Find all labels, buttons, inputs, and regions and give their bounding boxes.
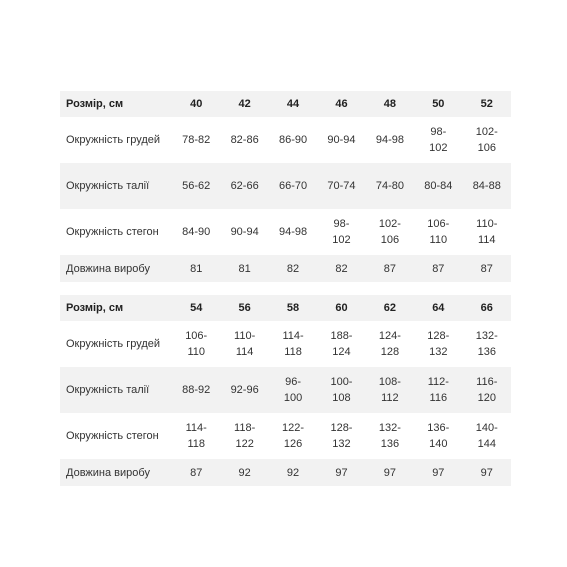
measurement-cell: 87 xyxy=(366,255,414,282)
measurement-cell: 124- 128 xyxy=(378,330,401,358)
measurement-cell: 62-66 xyxy=(220,163,268,209)
row-label: Окружність талії xyxy=(60,163,172,209)
measurement-cell: 81 xyxy=(172,255,220,282)
measurement-cell: 136- 140 xyxy=(427,422,450,450)
measurement-cell: 102- 106 xyxy=(378,218,401,246)
measurement-cell: 114- 118 xyxy=(282,330,304,358)
measurement-cell: 66-70 xyxy=(269,163,317,209)
measurement-cell: 106- 110 xyxy=(427,218,450,246)
hips-row xyxy=(60,413,511,459)
measurement-cell: 128- 132 xyxy=(330,422,353,450)
measurement-cell: 87 xyxy=(172,459,220,486)
measurement-cell: 97 xyxy=(317,459,365,486)
measurement-cell: 92 xyxy=(269,459,317,486)
size-header-cell: 42 xyxy=(220,91,268,117)
row-label: Окружність стегон xyxy=(66,430,159,442)
row-label: Окружність стегон xyxy=(66,226,159,238)
measurement-cell: 140- 144 xyxy=(475,422,498,450)
measurement-cell: 108- 112 xyxy=(366,367,414,413)
size-header-row xyxy=(60,295,511,321)
size-header-cell: 50 xyxy=(414,91,462,117)
waist-row xyxy=(60,367,511,413)
row-label: Окружність грудей xyxy=(66,338,161,350)
measurement-cell: 84-90 xyxy=(182,226,211,238)
measurement-cell: 92 xyxy=(220,459,268,486)
measurement-cell: 94-98 xyxy=(278,226,308,238)
measurement-cell: 82 xyxy=(317,255,365,282)
size-header-cell: 54 xyxy=(172,295,220,321)
chest-row xyxy=(60,321,511,367)
measurement-cell: 56-62 xyxy=(172,163,220,209)
size-header-cell: 44 xyxy=(269,91,317,117)
size-table-2 xyxy=(60,295,511,486)
size-header-cell: 60 xyxy=(317,295,365,321)
measurement-cell: 84-88 xyxy=(463,163,511,209)
hips-row xyxy=(60,209,511,255)
size-header-cell: 66 xyxy=(463,295,511,321)
measurement-cell: 88-92 xyxy=(172,367,220,413)
measurement-cell: 92-96 xyxy=(220,367,268,413)
row-label: Окружність талії xyxy=(60,367,172,413)
measurement-cell: 81 xyxy=(220,255,268,282)
measurement-cell: 102- 106 xyxy=(475,126,498,154)
size-header-row xyxy=(60,91,511,117)
measurement-cell: 112- 116 xyxy=(414,367,462,413)
measurement-cell: 97 xyxy=(366,459,414,486)
measurement-cell: 132- 136 xyxy=(378,422,401,450)
size-header-cell: 52 xyxy=(463,91,511,117)
measurement-cell: 100- 108 xyxy=(317,367,365,413)
row-label: Довжина виробу xyxy=(60,459,172,486)
size-header-cell: 46 xyxy=(317,91,365,117)
measurement-cell: 94-98 xyxy=(375,134,404,146)
measurement-cell: 110- 114 xyxy=(476,218,498,246)
measurement-cell: 70-74 xyxy=(317,163,365,209)
waist-row xyxy=(60,163,511,209)
measurement-cell: 97 xyxy=(463,459,511,486)
measurement-cell: 87 xyxy=(463,255,511,282)
size-header-label: Розмір, см xyxy=(60,295,172,321)
size-header-cell: 62 xyxy=(366,295,414,321)
measurement-cell: 74-80 xyxy=(366,163,414,209)
row-label: Довжина виробу xyxy=(60,255,172,282)
size-header-label: Розмір, см xyxy=(60,91,172,117)
measurement-cell: 114- 118 xyxy=(185,422,207,450)
chest-row xyxy=(60,117,511,163)
size-table-1 xyxy=(60,91,511,282)
measurement-cell: 78-82 xyxy=(182,134,211,146)
measurement-cell: 128- 132 xyxy=(427,330,450,358)
measurement-cell: 96- 100 xyxy=(269,367,317,413)
measurement-cell: 188- 124 xyxy=(330,330,353,358)
size-header-cell: 40 xyxy=(172,91,220,117)
measurement-cell: 82-86 xyxy=(230,134,259,146)
measurement-cell: 90-94 xyxy=(230,226,259,238)
measurement-cell: 86-90 xyxy=(278,134,308,146)
measurement-cell: 80-84 xyxy=(414,163,462,209)
size-header-cell: 58 xyxy=(269,295,317,321)
measurement-cell: 132- 136 xyxy=(475,330,498,358)
size-header-cell: 64 xyxy=(414,295,462,321)
row-label: Окружність грудей xyxy=(66,134,161,146)
measurement-cell: 87 xyxy=(414,255,462,282)
measurement-cell: 82 xyxy=(269,255,317,282)
measurement-cell: 98- 102 xyxy=(429,126,448,154)
measurement-cell: 116- 120 xyxy=(463,367,511,413)
size-header-cell: 56 xyxy=(220,295,268,321)
size-header-cell: 48 xyxy=(366,91,414,117)
measurement-cell: 122- 126 xyxy=(282,422,305,450)
length-row xyxy=(60,459,511,486)
measurement-cell: 118- 122 xyxy=(234,422,256,450)
measurement-cell: 106- 110 xyxy=(185,330,208,358)
measurement-cell: 98- 102 xyxy=(332,218,351,246)
measurement-cell: 90-94 xyxy=(327,134,356,146)
measurement-cell: 97 xyxy=(414,459,462,486)
length-row xyxy=(60,255,511,282)
measurement-cell: 110- 114 xyxy=(234,330,256,358)
